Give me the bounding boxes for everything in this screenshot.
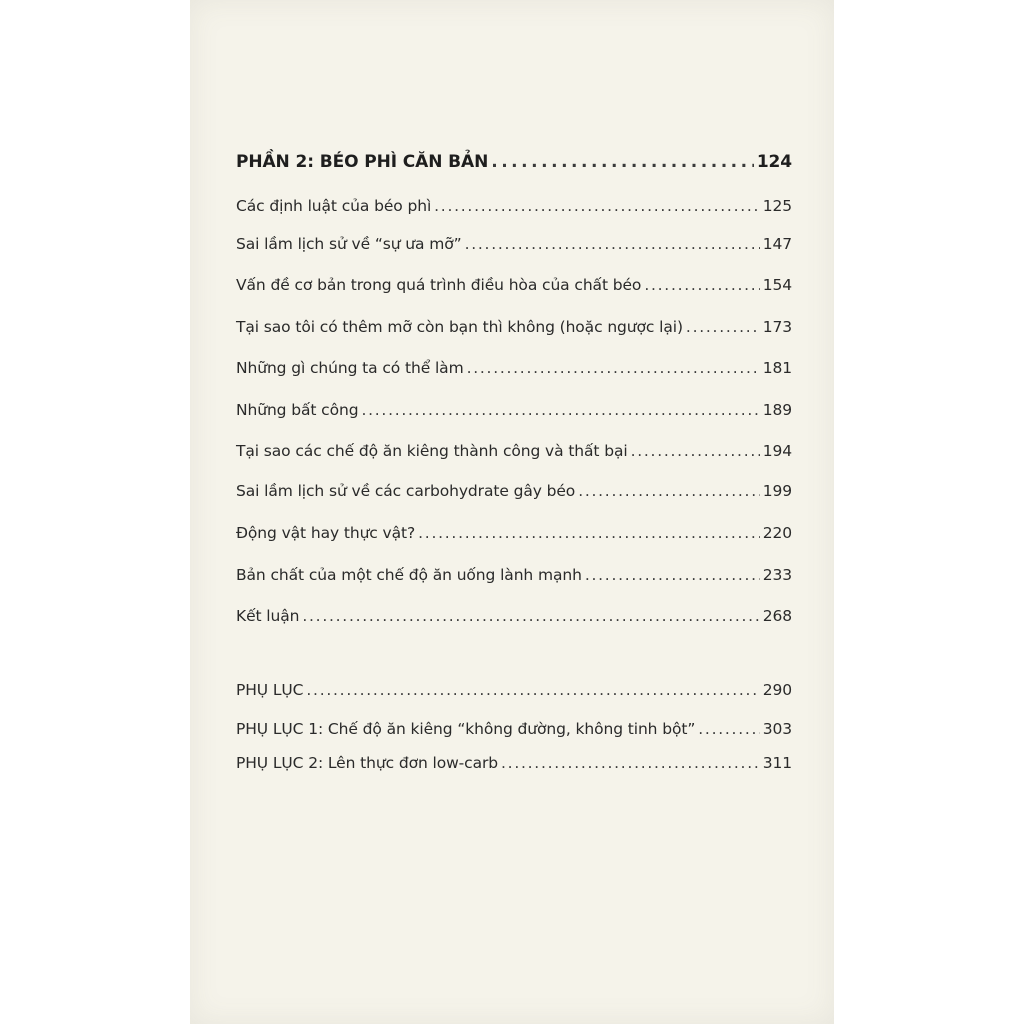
toc-entry-title: PHỤ LỤC 2: Lên thực đơn low-carb bbox=[236, 754, 499, 772]
toc-entry-page: 268 bbox=[762, 607, 792, 625]
toc-entry-page: 194 bbox=[762, 442, 792, 460]
toc-entry-page: 125 bbox=[762, 197, 792, 215]
toc-entry bbox=[236, 318, 792, 336]
toc-heading-title: PHẦN 2: BÉO PHÌ CĂN BẢN bbox=[236, 152, 489, 172]
toc-section-heading bbox=[236, 152, 792, 172]
dot-leader bbox=[491, 152, 754, 172]
toc-entry-page: 311 bbox=[762, 754, 792, 772]
toc-entry-title: PHỤ LỤC 1: Chế độ ăn kiêng “không đường, không tinh bột” bbox=[236, 720, 696, 738]
toc-entry bbox=[236, 607, 792, 625]
toc-appendix-entry bbox=[236, 720, 792, 738]
toc-entry-title: Vấn đề cơ bản trong quá trình điều hòa của chất béo bbox=[236, 276, 642, 294]
toc-entry-title: Động vật hay thực vật? bbox=[236, 524, 416, 542]
toc-entry bbox=[236, 442, 792, 460]
toc-entry-title: Những bất công bbox=[236, 401, 359, 419]
toc-entry bbox=[236, 524, 792, 542]
toc-entry-page: 173 bbox=[762, 318, 792, 336]
toc-entry-title: Những gì chúng ta có thể làm bbox=[236, 359, 464, 377]
dot-leader bbox=[585, 566, 760, 584]
toc-entry-page: 220 bbox=[762, 524, 792, 542]
toc-entry-title: Sai lầm lịch sử về các carbohydrate gây béo bbox=[236, 482, 576, 500]
toc-entry-title: Kết luận bbox=[236, 607, 300, 625]
dot-leader bbox=[361, 401, 759, 419]
toc-entry bbox=[236, 197, 792, 215]
toc-entry-page: 233 bbox=[762, 566, 792, 584]
dot-leader bbox=[418, 524, 760, 542]
toc-entry bbox=[236, 276, 792, 294]
toc-appendix-entry bbox=[236, 681, 792, 699]
dot-leader bbox=[467, 359, 760, 377]
toc-entry-title: Tại sao các chế độ ăn kiêng thành công và thất bại bbox=[236, 442, 628, 460]
dot-leader bbox=[631, 442, 760, 460]
toc-entry-page: 189 bbox=[762, 401, 792, 419]
toc-entry-page: 147 bbox=[762, 235, 792, 253]
dot-leader bbox=[578, 482, 760, 500]
dot-leader bbox=[644, 276, 759, 294]
toc-appendix-entry bbox=[236, 754, 792, 772]
toc-entry-page: 303 bbox=[762, 720, 792, 738]
toc-entry bbox=[236, 235, 792, 253]
dot-leader bbox=[686, 318, 760, 336]
dot-leader bbox=[465, 235, 760, 253]
toc-entry-title: Bản chất của một chế độ ăn uống lành mạnh bbox=[236, 566, 582, 584]
dot-leader bbox=[434, 197, 760, 215]
dot-leader bbox=[501, 754, 760, 772]
toc-entry bbox=[236, 401, 792, 419]
toc-entry bbox=[236, 359, 792, 377]
dot-leader bbox=[698, 720, 759, 738]
toc-entry-page: 290 bbox=[762, 681, 792, 699]
toc-entry-page: 181 bbox=[762, 359, 792, 377]
toc-entry bbox=[236, 566, 792, 584]
dot-leader bbox=[302, 607, 759, 625]
toc-entry-title: Sai lầm lịch sử về “sự ưa mỡ” bbox=[236, 235, 462, 253]
toc-entry-title: Tại sao tôi có thêm mỡ còn bạn thì không (hoặc ngược lại) bbox=[236, 318, 683, 336]
toc-entry-title: PHỤ LỤC bbox=[236, 681, 304, 699]
toc-entry-page: 154 bbox=[762, 276, 792, 294]
toc-entry bbox=[236, 482, 792, 500]
dot-leader bbox=[306, 681, 759, 699]
toc-entry-page: 199 bbox=[762, 482, 792, 500]
toc-heading-page: 124 bbox=[756, 152, 792, 172]
toc-entry-title: Các định luật của béo phì bbox=[236, 197, 432, 215]
